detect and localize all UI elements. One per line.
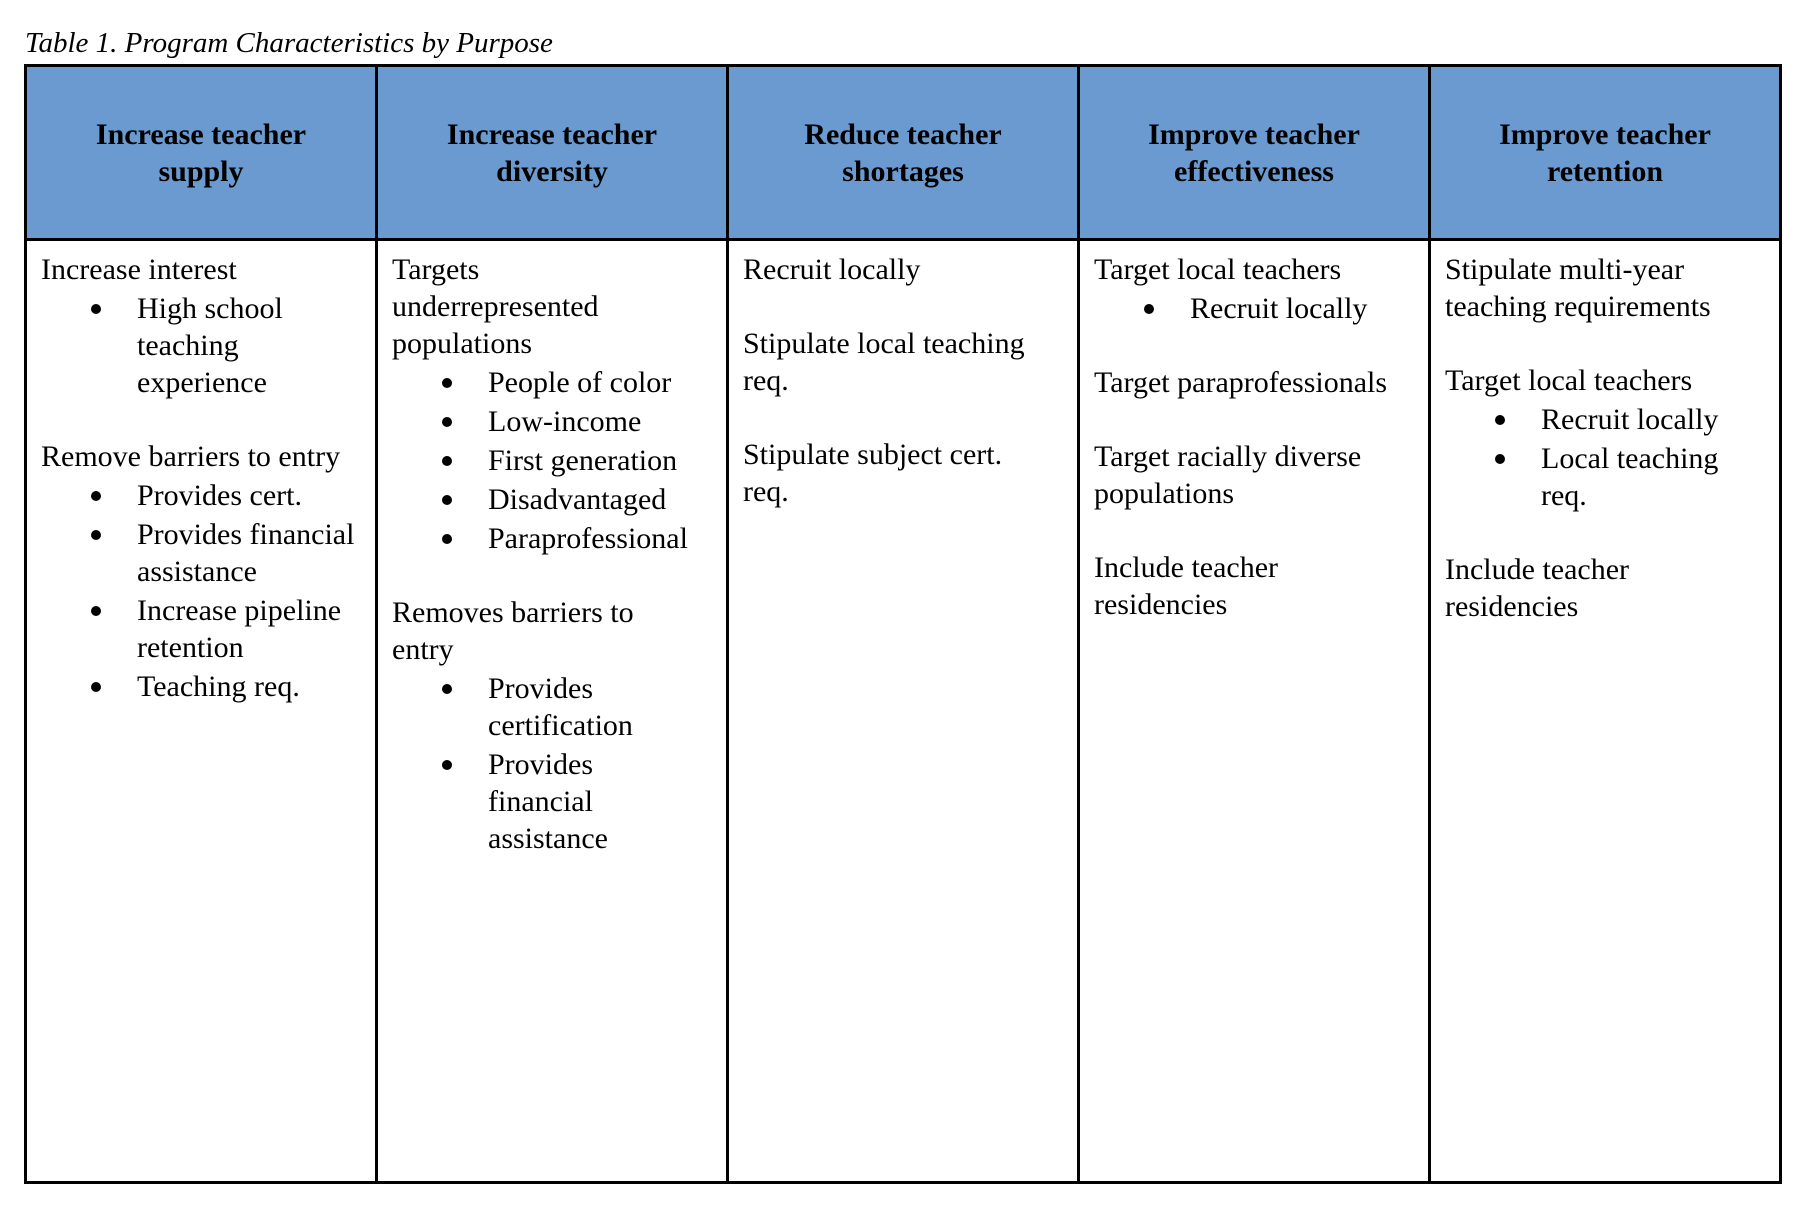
column-header-label: Increase teacher diversity (446, 117, 658, 188)
characteristic-block (41, 251, 365, 401)
bullet-item: Low-income (392, 403, 716, 440)
bullet-icon (91, 530, 101, 540)
bullet-item: High school teaching experience (41, 290, 365, 401)
bullet-item: Provides financial assistance (392, 746, 716, 857)
bullet-item: Provides financial assistance (41, 516, 365, 590)
bullet-icon (91, 491, 101, 501)
body-row (26, 240, 1781, 1183)
characteristic-text: Stipulate subject cert. req. (743, 438, 1003, 508)
characteristic-block (1094, 549, 1418, 623)
column-cell-2 (377, 240, 728, 1183)
characteristic-text: Target local teachers (1445, 364, 1693, 397)
bullet-list (392, 364, 716, 557)
bullet-list (392, 670, 716, 857)
program-characteristics-table (24, 64, 1782, 1184)
bullet-icon (1144, 304, 1154, 314)
bullet-icon (91, 682, 101, 692)
bullet-item: Provides cert. (41, 477, 365, 514)
characteristic-text: Targets underrepresented populations (392, 253, 599, 360)
column-cell-1 (26, 240, 377, 1183)
characteristic-text: Include teacher residencies (1094, 551, 1279, 621)
bullet-icon (442, 760, 452, 770)
characteristic-block (1445, 551, 1769, 625)
header-row (26, 66, 1781, 240)
characteristic-block (1445, 362, 1769, 514)
bullet-icon (1495, 415, 1505, 425)
bullet-list (41, 290, 365, 401)
bullet-item: People of color (392, 364, 716, 401)
table-caption: Table 1. Program Characteristics by Purpose (25, 27, 553, 59)
bullet-icon (91, 304, 101, 314)
characteristic-text: Target paraprofessionals (1094, 366, 1388, 399)
column-header-4 (1079, 66, 1430, 240)
bullet-icon (442, 378, 452, 388)
bullet-icon (91, 606, 101, 616)
column-header-5 (1430, 66, 1781, 240)
characteristic-block (743, 436, 1067, 510)
characteristic-text: Remove barriers to entry (41, 440, 341, 473)
characteristic-block (1094, 438, 1418, 512)
bullet-list (1445, 401, 1769, 514)
bullet-item: Increase pipeline retention (41, 592, 365, 666)
column-cell-5 (1430, 240, 1781, 1183)
characteristic-block (743, 251, 1067, 288)
bullet-list (41, 477, 365, 705)
bullet-icon (442, 534, 452, 544)
column-header-1 (26, 66, 377, 240)
characteristic-block (1094, 251, 1418, 327)
characteristic-text: Stipulate local teaching req. (743, 327, 1025, 397)
bullet-item: Recruit locally (1445, 401, 1769, 438)
characteristic-text: Target racially diverse populations (1094, 440, 1362, 510)
bullet-item: Local teaching req. (1445, 440, 1769, 514)
characteristic-text: Target local teachers (1094, 253, 1342, 286)
characteristic-text: Removes barriers to entry (392, 596, 634, 666)
bullet-item: Recruit locally (1094, 290, 1418, 327)
characteristic-block (743, 325, 1067, 399)
column-header-label: Increase teacher supply (95, 117, 307, 188)
bullet-item: Teaching req. (41, 668, 365, 705)
characteristic-block (392, 594, 716, 857)
bullet-list (1094, 290, 1418, 327)
characteristic-block (1094, 364, 1418, 401)
column-header-2 (377, 66, 728, 240)
column-header-label: Improve teacher retention (1499, 117, 1711, 188)
characteristic-block (41, 438, 365, 705)
characteristic-block (392, 251, 716, 557)
bullet-icon (1495, 454, 1505, 464)
bullet-item: Paraprofessional (392, 520, 716, 557)
column-header-label: Reduce teacher shortages (804, 117, 1002, 188)
characteristic-block (1445, 251, 1769, 325)
characteristic-text: Include teacher residencies (1445, 553, 1630, 623)
bullet-icon (442, 684, 452, 694)
column-cell-3 (728, 240, 1079, 1183)
characteristic-text: Recruit locally (743, 253, 921, 286)
bullet-item: First generation (392, 442, 716, 479)
bullet-icon (442, 495, 452, 505)
bullet-icon (442, 417, 452, 427)
bullet-icon (442, 456, 452, 466)
column-header-label: Improve teacher effectiveness (1148, 117, 1360, 188)
column-header-3 (728, 66, 1079, 240)
characteristic-text: Stipulate multi-year teaching requirements (1445, 253, 1711, 323)
bullet-item: Disadvantaged (392, 481, 716, 518)
bullet-item: Provides certification (392, 670, 716, 744)
characteristic-text: Increase interest (41, 253, 237, 286)
column-cell-4 (1079, 240, 1430, 1183)
